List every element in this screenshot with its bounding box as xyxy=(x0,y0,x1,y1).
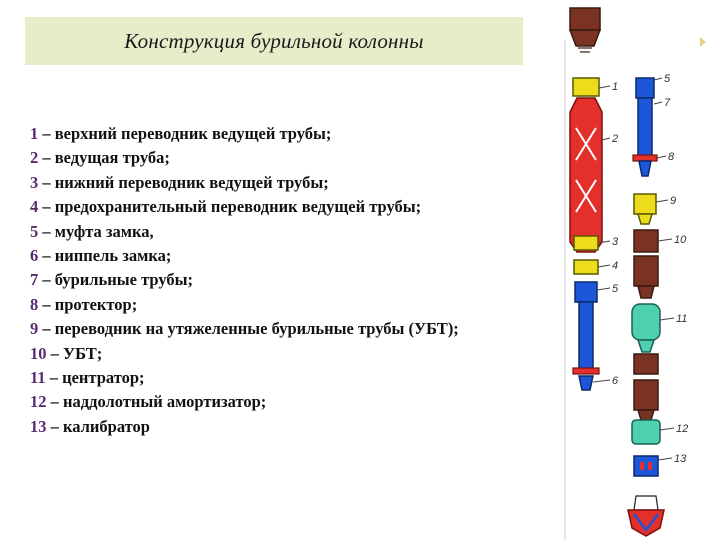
saver-sub xyxy=(574,260,598,274)
tool-joint-box xyxy=(575,282,597,302)
legend-text: – центратор; xyxy=(45,368,145,388)
legend-number: 10 xyxy=(30,343,47,363)
drill-string-diagram xyxy=(550,0,720,540)
upper-kelly-sub xyxy=(573,78,599,96)
centralizer xyxy=(632,304,660,340)
legend-text: – наддолотный амортизатор; xyxy=(46,392,267,412)
swivel-pin xyxy=(570,30,600,46)
crossover-sub xyxy=(634,194,656,214)
kelly-pipe xyxy=(570,98,602,252)
legend-text: – протектор; xyxy=(38,294,138,314)
legend-number: 9 xyxy=(30,319,39,339)
drill-collar xyxy=(634,380,658,410)
legend-item xyxy=(30,195,530,219)
figure-label: 4 xyxy=(612,260,619,272)
legend-number: 11 xyxy=(30,368,46,388)
legend-text: – УБТ; xyxy=(46,343,103,363)
legend-item xyxy=(30,317,530,341)
component-legend xyxy=(30,122,530,439)
legend-item xyxy=(30,415,530,439)
legend-item xyxy=(30,390,530,414)
drill-pipe xyxy=(579,302,593,370)
legend-text: – переводник на утяжеленные бурильные трубы (УБТ); xyxy=(38,319,459,339)
drill-collar xyxy=(634,230,658,252)
legend-number: 5 xyxy=(30,221,39,241)
legend-item xyxy=(30,342,530,366)
figure-label: 8 xyxy=(668,151,675,163)
figure-label: 5 xyxy=(664,73,671,85)
drill-bit xyxy=(628,510,664,536)
legend-item xyxy=(30,244,530,268)
figure-label: 5 xyxy=(612,283,619,295)
legend-number: 2 xyxy=(30,148,39,168)
figure-label: 11 xyxy=(676,313,688,325)
legend-number: 13 xyxy=(30,416,47,436)
figure-label: 6 xyxy=(612,375,619,387)
drill-collar xyxy=(634,354,658,374)
figure-label: 10 xyxy=(674,234,687,246)
legend-text: – бурильные трубы; xyxy=(38,270,194,290)
figure-label: 7 xyxy=(664,97,671,109)
legend-item xyxy=(30,146,530,170)
drill-pipe-right xyxy=(638,98,652,158)
lower-kelly-sub xyxy=(574,236,598,250)
left-column xyxy=(570,8,602,390)
figure-label: 2 xyxy=(612,133,619,145)
figure-label: 1 xyxy=(612,81,619,93)
legend-number: 4 xyxy=(30,197,39,217)
title-box xyxy=(25,17,523,65)
legend-item xyxy=(30,366,530,390)
legend-number: 7 xyxy=(30,270,39,290)
legend-text: – нижний переводник ведущей трубы; xyxy=(38,172,329,192)
slide-title: Конструкция бурильной колонны xyxy=(124,28,424,53)
legend-item xyxy=(30,268,530,292)
legend-number: 12 xyxy=(30,392,47,412)
legend-number: 6 xyxy=(30,246,39,266)
drill-collar xyxy=(634,256,658,286)
figure-label: 12 xyxy=(676,423,689,435)
tool-joint-pin xyxy=(579,376,593,390)
protector-right xyxy=(633,155,657,161)
legend-item xyxy=(30,293,530,317)
shock-absorber xyxy=(632,420,660,444)
calibrator xyxy=(634,456,658,476)
drill-bit-shank xyxy=(634,496,658,510)
legend-text: – верхний переводник ведущей трубы; xyxy=(38,124,332,143)
legend-text: – калибратор xyxy=(46,416,150,436)
legend-item xyxy=(30,122,530,146)
legend-text: – ниппель замка; xyxy=(38,246,172,266)
figure-label: 13 xyxy=(674,453,687,465)
legend-text: – ведущая труба; xyxy=(38,148,170,168)
legend-number: 3 xyxy=(30,172,39,192)
swivel-sub xyxy=(570,8,600,30)
legend-item xyxy=(30,171,530,195)
legend-item xyxy=(30,220,530,244)
legend-number: 8 xyxy=(30,294,39,314)
right-column xyxy=(628,78,664,536)
pipe-protector xyxy=(573,368,599,374)
legend-text: – предохранительный переводник ведущей трубы; xyxy=(38,197,422,217)
legend-text: – муфта замка, xyxy=(38,221,154,241)
figure-label: 3 xyxy=(612,236,619,248)
figure-label: 9 xyxy=(670,195,677,207)
legend-number: 1 xyxy=(30,124,39,143)
tool-joint-box-right xyxy=(636,78,654,98)
